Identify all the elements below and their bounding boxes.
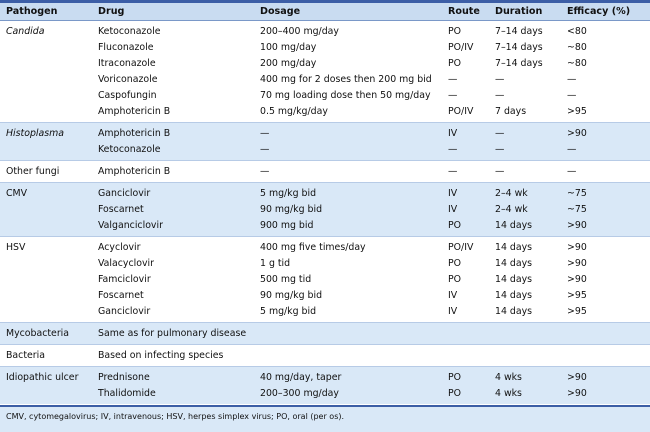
efficacy-cell: <80 bbox=[561, 21, 650, 41]
drug-cell: Ganciclovir bbox=[92, 183, 254, 203]
duration-cell: 4 wks bbox=[489, 386, 561, 404]
efficacy-cell: >90 bbox=[561, 237, 650, 257]
dosage-cell: 200 mg/day bbox=[254, 56, 442, 72]
dosage-cell: 100 mg/day bbox=[254, 40, 442, 56]
header-drug: Drug bbox=[92, 3, 254, 21]
dosage-cell: 200–400 mg/day bbox=[254, 21, 442, 41]
route-cell: PO/IV bbox=[442, 104, 489, 123]
header-efficacy: Efficacy (%) bbox=[561, 3, 650, 21]
dosage-cell: 900 mg bid bbox=[254, 218, 442, 237]
pathogen-cell: Bacteria bbox=[0, 345, 92, 367]
drug-cell: Amphotericin B bbox=[92, 123, 254, 143]
route-cell: PO/IV bbox=[442, 40, 489, 56]
efficacy-cell: ~80 bbox=[561, 56, 650, 72]
pathogen-group bbox=[0, 323, 650, 345]
drug-cell: Voriconazole bbox=[92, 72, 254, 88]
duration-cell: 2–4 wk bbox=[489, 202, 561, 218]
pathogen-cell: Idiopathic ulcer bbox=[0, 367, 92, 387]
duration-cell: — bbox=[489, 123, 561, 143]
efficacy-cell: — bbox=[561, 142, 650, 161]
dosage-cell: 1 g tid bbox=[254, 256, 442, 272]
dosage-cell: 90 mg/kg bid bbox=[254, 288, 442, 304]
efficacy-cell: ~80 bbox=[561, 40, 650, 56]
pathogen-cell bbox=[0, 386, 92, 404]
pathogen-cell bbox=[0, 256, 92, 272]
table-row bbox=[0, 202, 650, 218]
pathogen-cell bbox=[0, 40, 92, 56]
pathogen-group bbox=[0, 21, 650, 123]
header-route: Route bbox=[442, 3, 489, 21]
duration-cell: — bbox=[489, 142, 561, 161]
table-row bbox=[0, 386, 650, 404]
treatment-table bbox=[0, 3, 650, 404]
drug-cell: Prednisone bbox=[92, 367, 254, 387]
duration-cell: 7–14 days bbox=[489, 21, 561, 41]
pathogen-cell bbox=[0, 56, 92, 72]
route-cell: IV bbox=[442, 288, 489, 304]
pathogen-group bbox=[0, 237, 650, 323]
dosage-cell: 5 mg/kg bid bbox=[254, 183, 442, 203]
duration-cell: 7–14 days bbox=[489, 40, 561, 56]
duration-cell: 14 days bbox=[489, 288, 561, 304]
table-row bbox=[0, 142, 650, 161]
drug-cell: Foscarnet bbox=[92, 202, 254, 218]
efficacy-cell: >95 bbox=[561, 104, 650, 123]
route-cell: PO bbox=[442, 56, 489, 72]
dosage-cell: 0.5 mg/kg/day bbox=[254, 104, 442, 123]
table-row bbox=[0, 288, 650, 304]
drug-cell: Ketoconazole bbox=[92, 142, 254, 161]
header-dosage: Dosage bbox=[254, 3, 442, 21]
efficacy-cell: >90 bbox=[561, 272, 650, 288]
route-cell: PO bbox=[442, 386, 489, 404]
pathogen-group bbox=[0, 345, 650, 367]
drug-cell: Famciclovir bbox=[92, 272, 254, 288]
route-cell: IV bbox=[442, 202, 489, 218]
pathogen-cell bbox=[0, 104, 92, 123]
footnote: CMV, cytomegalovirus; IV, intravenous; HSV, herpes simplex virus; PO, oral (per os). bbox=[0, 407, 650, 432]
pathogen-cell: Other fungi bbox=[0, 161, 92, 183]
dosage-cell: — bbox=[254, 123, 442, 143]
route-cell: IV bbox=[442, 123, 489, 143]
table-row bbox=[0, 304, 650, 323]
dosage-cell: — bbox=[254, 142, 442, 161]
table-row bbox=[0, 323, 650, 345]
pathogen-group bbox=[0, 183, 650, 237]
header-pathogen: Pathogen bbox=[0, 3, 92, 21]
duration-cell: 4 wks bbox=[489, 367, 561, 387]
efficacy-cell: >90 bbox=[561, 218, 650, 237]
pathogen-cell bbox=[0, 272, 92, 288]
table-row bbox=[0, 256, 650, 272]
pathogen-cell: CMV bbox=[0, 183, 92, 203]
efficacy-cell: — bbox=[561, 161, 650, 183]
duration-cell: — bbox=[489, 88, 561, 104]
table-row bbox=[0, 272, 650, 288]
drug-cell: Amphotericin B bbox=[92, 161, 254, 183]
route-cell: PO bbox=[442, 21, 489, 41]
route-cell: PO/IV bbox=[442, 237, 489, 257]
table-row bbox=[0, 56, 650, 72]
dosage-cell: 70 mg loading dose then 50 mg/day bbox=[254, 88, 442, 104]
table-row bbox=[0, 237, 650, 257]
duration-cell: 14 days bbox=[489, 237, 561, 257]
pathogen-cell: Histoplasma bbox=[0, 123, 92, 143]
table-row bbox=[0, 161, 650, 183]
route-cell: — bbox=[442, 161, 489, 183]
dosage-cell: 200–300 mg/day bbox=[254, 386, 442, 404]
route-cell: IV bbox=[442, 183, 489, 203]
table-row bbox=[0, 40, 650, 56]
table-row bbox=[0, 104, 650, 123]
drug-cell: Acyclovir bbox=[92, 237, 254, 257]
pathogen-cell bbox=[0, 304, 92, 323]
pathogen-cell: Candida bbox=[0, 21, 92, 41]
pathogen-cell bbox=[0, 218, 92, 237]
drug-cell: Caspofungin bbox=[92, 88, 254, 104]
route-cell: — bbox=[442, 72, 489, 88]
efficacy-cell: >90 bbox=[561, 256, 650, 272]
pathogen-cell: HSV bbox=[0, 237, 92, 257]
drug-cell: Fluconazole bbox=[92, 40, 254, 56]
drug-cell: Valacyclovir bbox=[92, 256, 254, 272]
pathogen-cell bbox=[0, 142, 92, 161]
pathogen-cell bbox=[0, 88, 92, 104]
table-row bbox=[0, 345, 650, 367]
dosage-cell: 500 mg tid bbox=[254, 272, 442, 288]
duration-cell: — bbox=[489, 161, 561, 183]
duration-cell: 14 days bbox=[489, 304, 561, 323]
pathogen-group bbox=[0, 367, 650, 405]
pathogen-cell bbox=[0, 288, 92, 304]
duration-cell: 14 days bbox=[489, 256, 561, 272]
efficacy-cell: >90 bbox=[561, 123, 650, 143]
duration-cell: 7 days bbox=[489, 104, 561, 123]
route-cell: — bbox=[442, 142, 489, 161]
pathogen-cell bbox=[0, 202, 92, 218]
duration-cell: 14 days bbox=[489, 218, 561, 237]
table-row bbox=[0, 183, 650, 203]
table-row bbox=[0, 72, 650, 88]
route-cell: IV bbox=[442, 304, 489, 323]
dosage-cell: — bbox=[254, 161, 442, 183]
dosage-cell: 5 mg/kg bid bbox=[254, 304, 442, 323]
pathogen-cell bbox=[0, 72, 92, 88]
table-row bbox=[0, 123, 650, 143]
pathogen-group bbox=[0, 123, 650, 161]
drug-cell: Itraconazole bbox=[92, 56, 254, 72]
table-row bbox=[0, 21, 650, 41]
drug-cell: Valganciclovir bbox=[92, 218, 254, 237]
efficacy-cell: — bbox=[561, 88, 650, 104]
efficacy-cell: >95 bbox=[561, 304, 650, 323]
efficacy-cell: >95 bbox=[561, 288, 650, 304]
route-cell: PO bbox=[442, 367, 489, 387]
dosage-cell: 400 mg five times/day bbox=[254, 237, 442, 257]
route-cell: PO bbox=[442, 272, 489, 288]
duration-cell: 14 days bbox=[489, 272, 561, 288]
duration-cell: — bbox=[489, 72, 561, 88]
efficacy-cell: — bbox=[561, 72, 650, 88]
dosage-cell: 40 mg/day, taper bbox=[254, 367, 442, 387]
route-cell: PO bbox=[442, 218, 489, 237]
efficacy-cell: >90 bbox=[561, 386, 650, 404]
table-row bbox=[0, 218, 650, 237]
drug-cell: Foscarnet bbox=[92, 288, 254, 304]
pathogen-group bbox=[0, 161, 650, 183]
table-row bbox=[0, 88, 650, 104]
drug-cell: Ganciclovir bbox=[92, 304, 254, 323]
drug-cell: Thalidomide bbox=[92, 386, 254, 404]
route-cell: PO bbox=[442, 256, 489, 272]
drug-cell: Based on infecting species bbox=[92, 345, 650, 367]
table-row bbox=[0, 367, 650, 387]
header-row bbox=[0, 3, 650, 21]
duration-cell: 2–4 wk bbox=[489, 183, 561, 203]
header-duration: Duration bbox=[489, 3, 561, 21]
drug-cell: Ketoconazole bbox=[92, 21, 254, 41]
efficacy-cell: >90 bbox=[561, 367, 650, 387]
duration-cell: 7–14 days bbox=[489, 56, 561, 72]
route-cell: — bbox=[442, 88, 489, 104]
efficacy-cell: ~75 bbox=[561, 202, 650, 218]
efficacy-cell: ~75 bbox=[561, 183, 650, 203]
dosage-cell: 400 mg for 2 doses then 200 mg bid bbox=[254, 72, 442, 88]
dosage-cell: 90 mg/kg bid bbox=[254, 202, 442, 218]
drug-cell: Same as for pulmonary disease bbox=[92, 323, 650, 345]
pathogen-cell: Mycobacteria bbox=[0, 323, 92, 345]
drug-cell: Amphotericin B bbox=[92, 104, 254, 123]
